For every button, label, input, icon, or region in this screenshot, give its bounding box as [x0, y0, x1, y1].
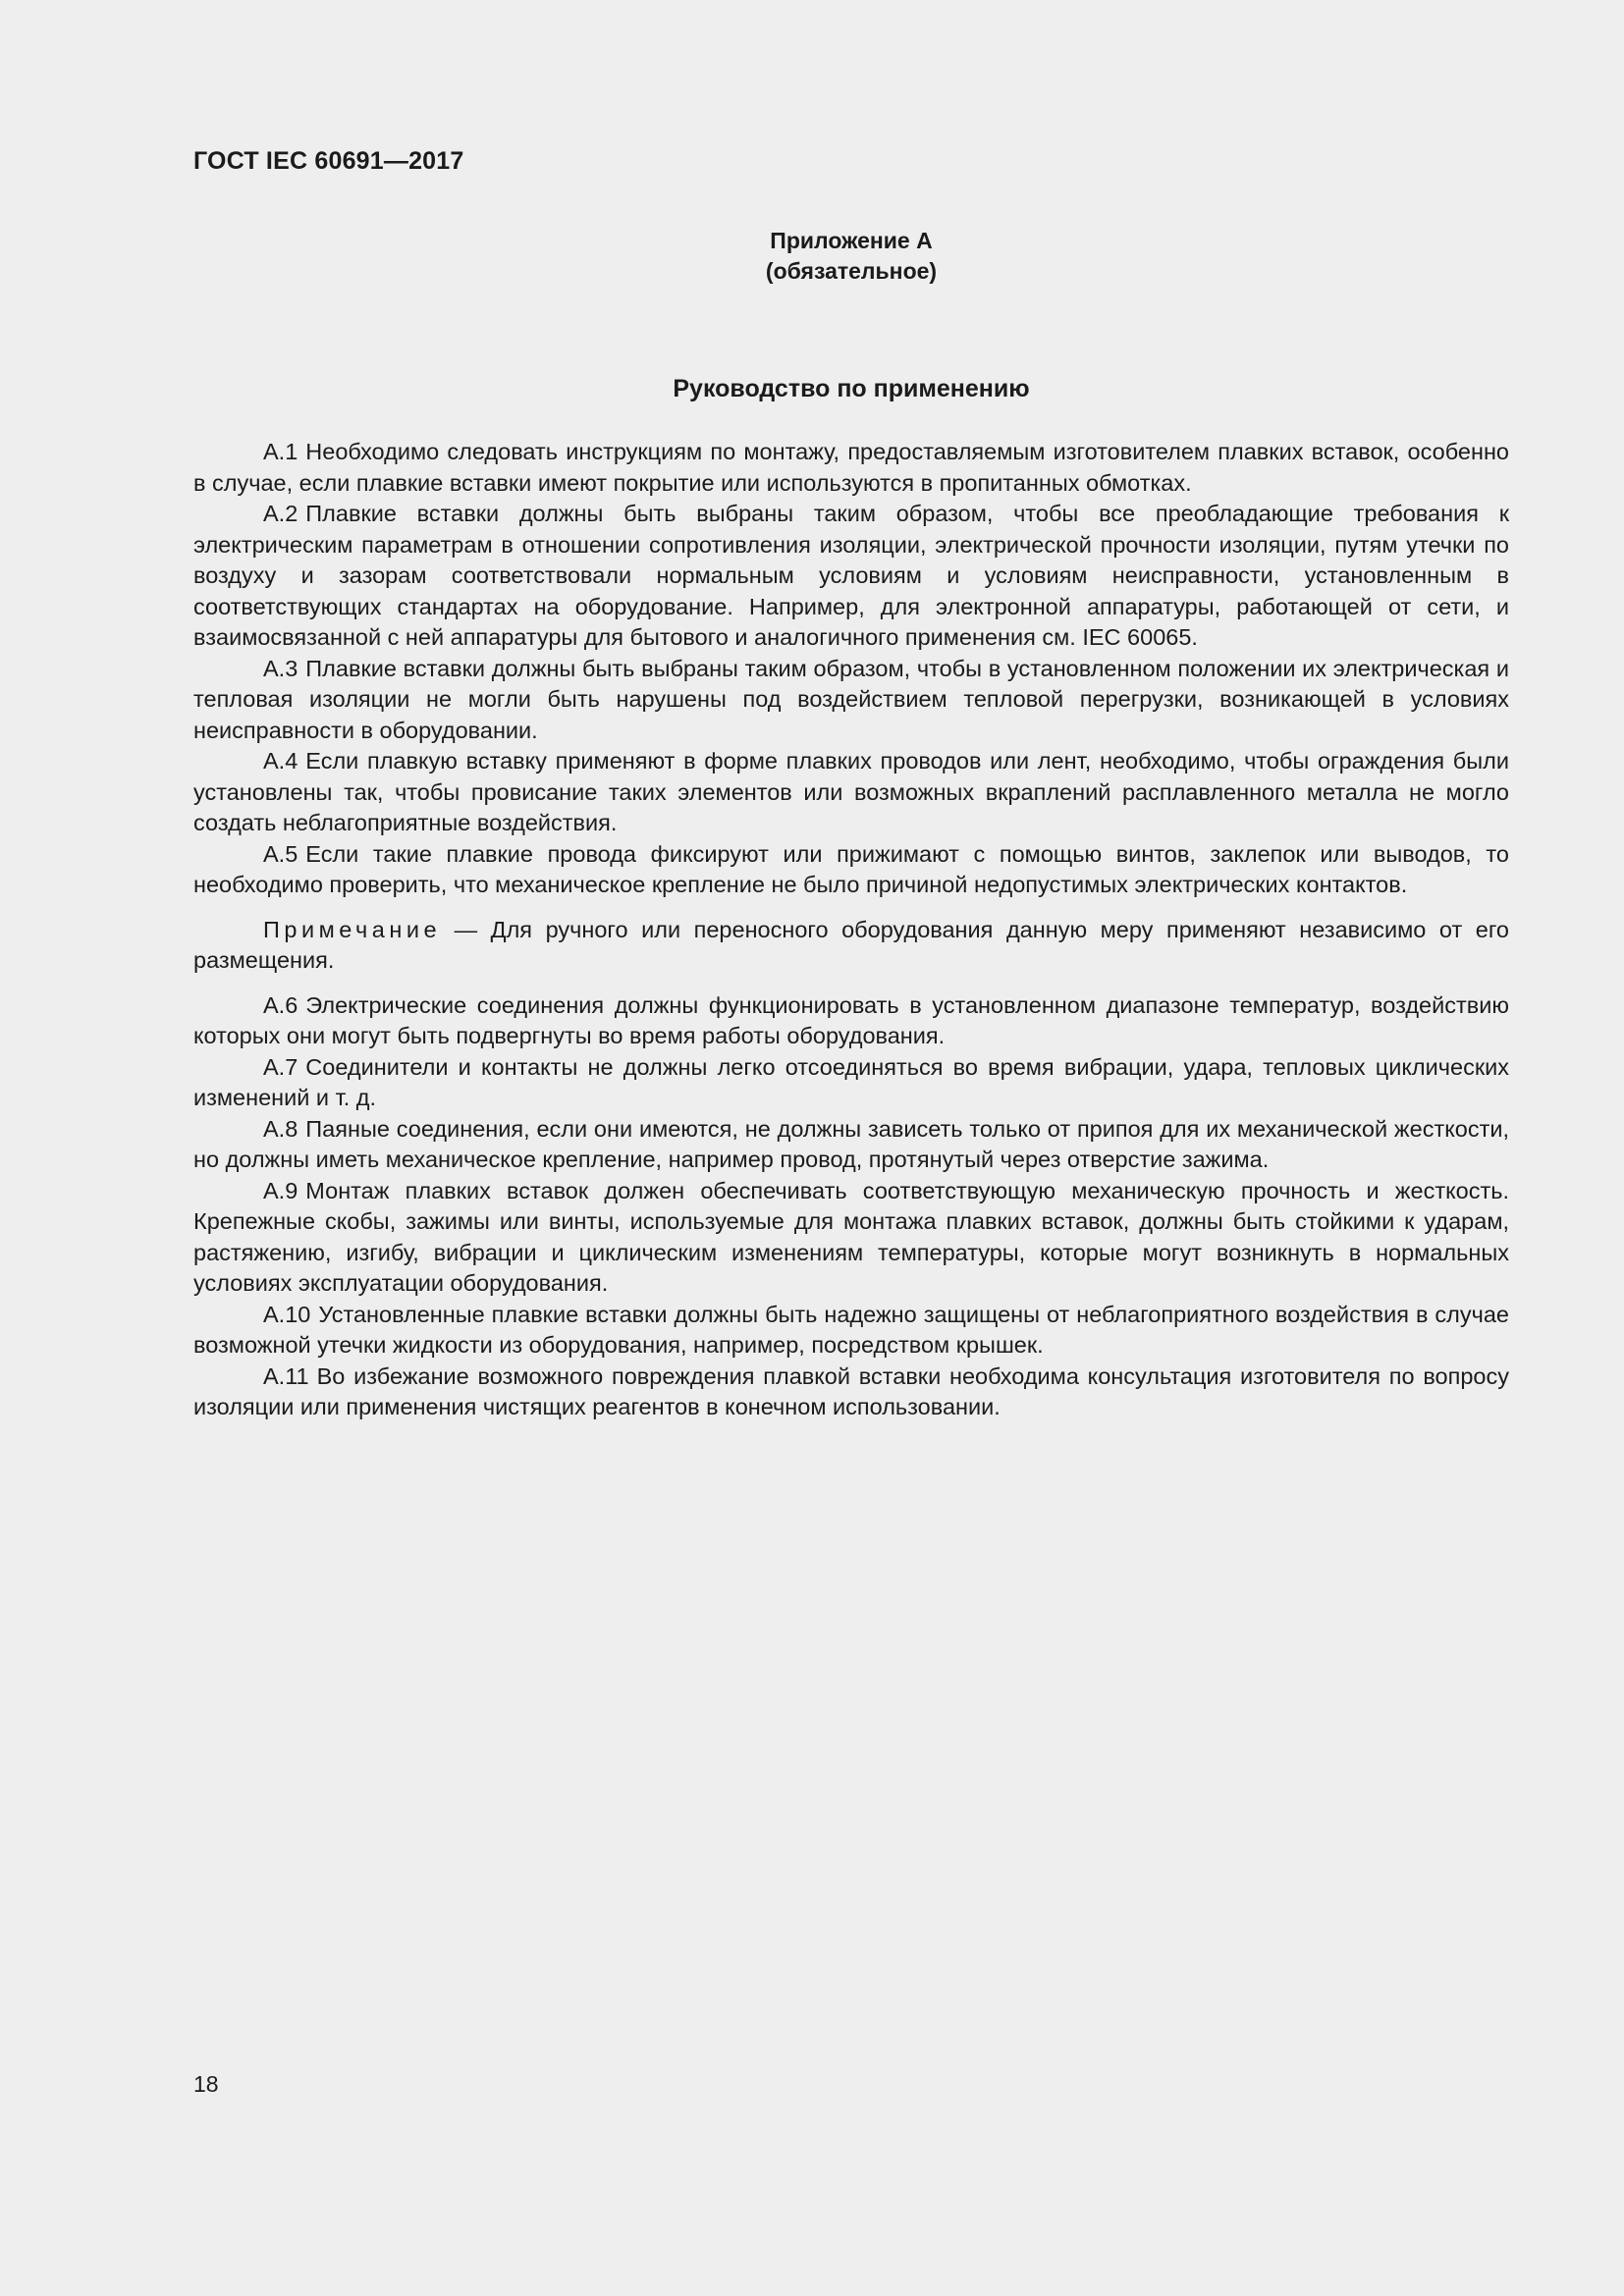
paragraph-a7	[193, 1052, 1509, 1114]
annex-status: (обязательное)	[765, 258, 938, 284]
paragraph-text: Установленные плавкие вставки должны быть надежно защищены от неблагоприятного воздействия в случае возможной утечки жидкости из оборудования, например, посредством крышек.	[193, 1301, 1509, 1358]
paragraph-a1	[193, 437, 1509, 499]
paragraph-number: А.4	[263, 748, 298, 774]
paragraph-a6	[193, 990, 1509, 1052]
paragraph-text: Плавкие вставки должны быть выбраны таким образом, чтобы все преобладающие требования к электрическим параметрам в отношении сопротивления изоляции, электрической прочности изоляции, путям утечки по воздуху и зазорам соответствовали нормальным условиям и условиям неисправности, установленным в соответствующих стандартах на оборудование. Например, для электронной аппаратуры, работающей от сети, и взаимосвязанной с ней аппаратуры для бытового и аналогичного применения см. IEC 60065.	[193, 501, 1509, 650]
note-text: — Для ручного или переносного оборудования данную меру применяют независимо от его размещения.	[193, 916, 1509, 973]
paragraph-number: А.11	[263, 1362, 309, 1389]
paragraph-text: Плавкие вставки должны быть выбраны таким образом, чтобы в установленном положении их электрическая и тепловая изоляции не могли быть нарушены под воздействием тепловой перегрузки, возникающей в условиях неисправности в оборудовании.	[193, 655, 1509, 743]
paragraph-a3	[193, 654, 1509, 747]
paragraph-number: А.1	[263, 439, 298, 464]
paragraph-text: Электрические соединения должны функционировать в установленном диапазоне температур, воздействию которых они могут быть подвергнуты во время работы оборудования.	[193, 991, 1509, 1048]
paragraph-text: Если плавкую вставку применяют в форме плавких проводов или лент, необходимо, чтобы ограждения были установлены так, чтобы провисание таких элементов или возможных вкраплений расплавленного металла не могло создать неблагоприятные воздействия.	[193, 748, 1509, 835]
paragraph-text: Паяные соединения, если они имеются, не должны зависеть только от припоя для их механической жесткости, но должны иметь механическое крепление, например провод, протянутый через отверстие зажима.	[193, 1115, 1509, 1172]
paragraph-number: А.6	[263, 991, 298, 1018]
annex-title: Приложение А	[770, 228, 933, 253]
paragraph-a5	[193, 839, 1509, 901]
paragraph-number: А.7	[263, 1053, 298, 1080]
body-text	[193, 437, 1509, 1423]
paragraph-text: Если такие плавкие провода фиксируют или прижимают с помощью винтов, заклепок или выводов, то необходимо проверить, что механическое крепление не было причиной недопустимых электрических контактов.	[193, 840, 1509, 897]
section-title: Руководство по применению	[673, 375, 1030, 402]
paragraph-a4	[193, 746, 1509, 839]
paragraph-a9	[193, 1176, 1509, 1300]
paragraph-a8	[193, 1114, 1509, 1176]
paragraph-text: Соединители и контакты не должны легко отсоединяться во время вибрации, удара, тепловых циклических изменений и т. д.	[193, 1053, 1509, 1110]
note	[193, 915, 1509, 977]
annex-heading	[193, 226, 1509, 287]
paragraph-a2	[193, 499, 1509, 654]
paragraph-number: А.2	[263, 501, 298, 526]
paragraph-a10	[193, 1300, 1509, 1362]
paragraph-number: А.5	[263, 840, 298, 867]
paragraph-number: А.10	[263, 1301, 311, 1327]
paragraph-text: Монтаж плавких вставок должен обеспечивать соответствующую механическую прочность и жесткость. Крепежные скобы, зажимы или винты, используемые для монтажа плавких вставок, должны быть стойкими к ударам, растяжению, изгибу, вибрации и циклическим изменениям температуры, которые могут возникнуть в нормальных условиях эксплуатации оборудования.	[193, 1177, 1509, 1296]
standard-code-header: ГОСТ IEC 60691—2017	[193, 147, 464, 175]
note-label: Примечание	[263, 916, 442, 942]
paragraph-text: Во избежание возможного повреждения плавкой вставки необходима консультация изготовителя по вопросу изоляции или применения чистящих реагентов в конечном использовании.	[193, 1362, 1509, 1419]
paragraph-number: А.8	[263, 1115, 298, 1142]
paragraph-text: Необходимо следовать инструкциям по монтажу, предоставляемым изготовителем плавких вставок, особенно в случае, если плавкие вставки имеют покрытие или используются в пропитанных обмотках.	[193, 439, 1509, 496]
page-number: 18	[193, 2071, 219, 2097]
paragraph-number: А.9	[263, 1177, 298, 1203]
paragraph-a11	[193, 1362, 1509, 1423]
paragraph-number: А.3	[263, 655, 298, 681]
